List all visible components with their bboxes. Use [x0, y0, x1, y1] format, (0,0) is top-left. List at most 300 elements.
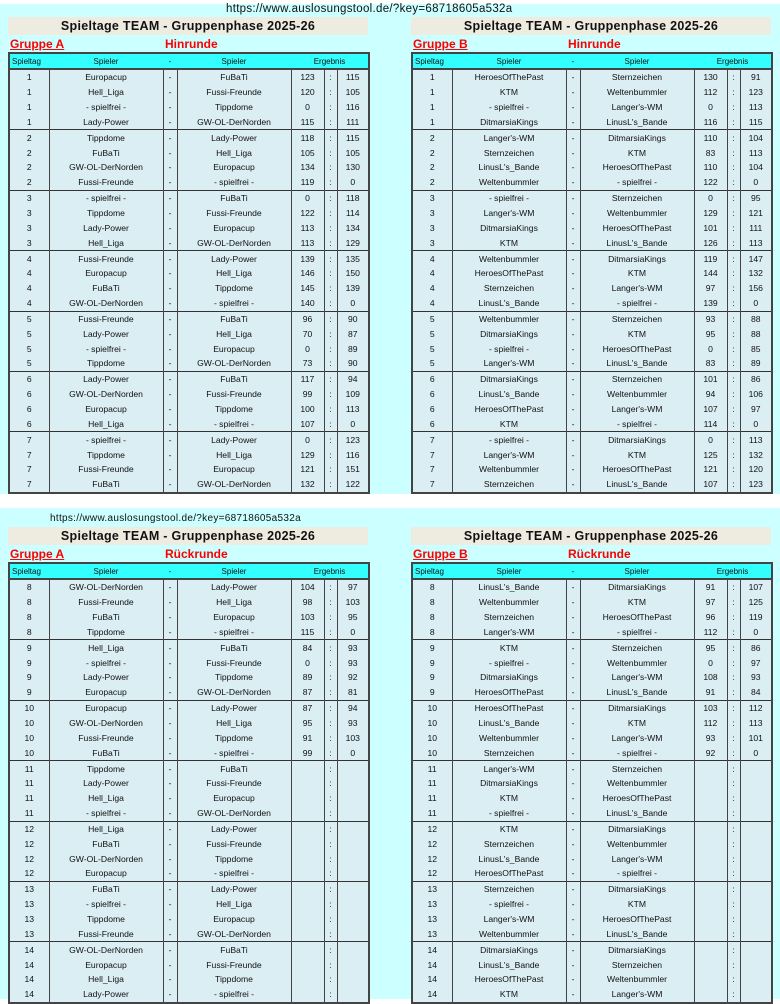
dash-cell: - [163, 595, 177, 610]
colon-cell: : [324, 881, 337, 896]
away-score-cell [740, 851, 772, 866]
away-score-cell: 103 [337, 730, 369, 745]
away-team-cell: GW-OL-DerNorden [177, 115, 291, 130]
home-score-cell: 115 [291, 115, 324, 130]
colon-cell: : [727, 745, 740, 760]
dash-cell: - [163, 160, 177, 175]
matchday-cell: 6 [412, 371, 452, 386]
matchday-cell: 13 [412, 897, 452, 912]
round-label: Hinrunde [165, 37, 218, 51]
colon-cell: : [324, 251, 337, 266]
away-team-cell: DitmarsiaKings [580, 432, 694, 447]
dash-cell: - [163, 685, 177, 700]
away-team-cell: HeroesOfThePast [580, 341, 694, 356]
home-team-cell: - spielfrei - [452, 100, 566, 115]
table-row [412, 836, 772, 851]
header-ergebnis: Ergebnis [694, 53, 772, 69]
away-team-cell: Langer's-WM [580, 281, 694, 296]
home-score-cell: 101 [694, 220, 727, 235]
dash-cell: - [566, 625, 580, 640]
home-team-cell: - spielfrei - [452, 897, 566, 912]
away-team-cell: Hell_Liga [177, 595, 291, 610]
colon-cell: : [324, 866, 337, 881]
away-team-cell: Weltenbummler [580, 972, 694, 987]
home-score-cell: 87 [291, 685, 324, 700]
header-spieler-1: Spieler [452, 563, 566, 579]
matchday-group [9, 251, 369, 311]
home-score-cell: 95 [694, 326, 727, 341]
table-row [9, 836, 369, 851]
matchday-group [9, 579, 369, 640]
home-score-cell [694, 972, 727, 987]
home-score-cell [291, 806, 324, 821]
home-score-cell: 100 [291, 402, 324, 417]
group-label: Gruppe A [10, 37, 65, 51]
matchday-cell: 1 [9, 69, 49, 85]
matchday-cell: 2 [9, 175, 49, 190]
table-row [412, 432, 772, 447]
matchday-cell: 5 [9, 326, 49, 341]
table-row [9, 730, 369, 745]
home-team-cell: HeroesOfThePast [452, 685, 566, 700]
home-team-cell: KTM [452, 85, 566, 100]
table-row [9, 912, 369, 927]
dash-cell: - [163, 296, 177, 311]
home-team-cell: FuBaTi [49, 281, 163, 296]
away-score-cell [337, 897, 369, 912]
away-team-cell: Lady-Power [177, 579, 291, 595]
colon-cell: : [727, 311, 740, 326]
table-row [9, 326, 369, 341]
table-row [9, 115, 369, 130]
colon-cell: : [324, 296, 337, 311]
table-row [412, 100, 772, 115]
dash-cell: - [566, 957, 580, 972]
table-row [9, 416, 369, 431]
table-row [412, 821, 772, 836]
dash-cell: - [163, 730, 177, 745]
table-row [9, 235, 369, 250]
dash-cell: - [566, 791, 580, 806]
dash-cell: - [566, 640, 580, 655]
table-row [412, 700, 772, 715]
colon-cell: : [324, 371, 337, 386]
matchday-cell: 14 [9, 987, 49, 1003]
home-team-cell: Hell_Liga [49, 640, 163, 655]
colon-cell: : [727, 416, 740, 431]
table-row [9, 987, 369, 1003]
colon-cell: : [324, 115, 337, 130]
home-team-cell: DitmarsiaKings [452, 115, 566, 130]
away-score-cell: 84 [740, 685, 772, 700]
dash-cell: - [566, 130, 580, 145]
away-team-cell: GW-OL-DerNorden [177, 356, 291, 371]
matchday-cell: 11 [9, 761, 49, 776]
away-score-cell: 115 [337, 130, 369, 145]
dash-cell: - [566, 836, 580, 851]
matchday-group [412, 371, 772, 431]
colon-cell: : [324, 447, 337, 462]
matchday-cell: 13 [412, 926, 452, 941]
away-team-cell: FuBaTi [177, 942, 291, 957]
home-team-cell: Lady-Power [49, 776, 163, 791]
colon-cell: : [324, 926, 337, 941]
dash-cell: - [566, 341, 580, 356]
away-score-cell [740, 897, 772, 912]
away-team-cell: Langer's-WM [580, 987, 694, 1003]
schedule-table [8, 562, 370, 1004]
header-spieler-1: Spieler [49, 53, 163, 69]
header-row [9, 53, 369, 69]
dash-cell: - [163, 115, 177, 130]
matchday-cell: 11 [9, 791, 49, 806]
colon-cell: : [727, 897, 740, 912]
away-team-cell: - spielfrei - [580, 745, 694, 760]
away-team-cell: KTM [580, 595, 694, 610]
matchday-cell: 10 [412, 716, 452, 731]
home-team-cell: Sternzeichen [452, 836, 566, 851]
away-score-cell: 89 [740, 356, 772, 371]
matchday-cell: 13 [9, 897, 49, 912]
panel-title: Spieltage TEAM - Gruppenphase 2025-26 [411, 527, 771, 545]
away-score-cell [337, 942, 369, 957]
dash-cell: - [566, 655, 580, 670]
away-team-cell: Sternzeichen [580, 957, 694, 972]
dash-cell: - [566, 972, 580, 987]
colon-cell: : [727, 700, 740, 715]
away-score-cell [740, 806, 772, 821]
dash-cell: - [566, 266, 580, 281]
dash-cell: - [163, 206, 177, 221]
home-team-cell: Hell_Liga [49, 821, 163, 836]
away-score-cell: 135 [337, 251, 369, 266]
home-score-cell: 113 [291, 220, 324, 235]
away-score-cell: 115 [337, 69, 369, 85]
table-row [412, 341, 772, 356]
away-team-cell: LinusL's_Bande [580, 115, 694, 130]
away-score-cell: 113 [740, 432, 772, 447]
away-team-cell: HeroesOfThePast [580, 160, 694, 175]
home-team-cell: Langer's-WM [452, 761, 566, 776]
dash-cell: - [163, 881, 177, 896]
matchday-cell: 8 [9, 579, 49, 595]
away-team-cell: - spielfrei - [177, 625, 291, 640]
matchday-group [9, 700, 369, 760]
matchday-cell: 7 [412, 462, 452, 477]
table-row [412, 85, 772, 100]
home-score-cell: 83 [694, 356, 727, 371]
away-score-cell: 93 [337, 655, 369, 670]
away-score-cell [740, 776, 772, 791]
colon-cell: : [324, 579, 337, 595]
colon-cell: : [324, 416, 337, 431]
colon-cell: : [324, 912, 337, 927]
away-score-cell: 123 [337, 432, 369, 447]
home-score-cell: 115 [291, 625, 324, 640]
home-score-cell [694, 776, 727, 791]
home-team-cell: Weltenbummler [452, 926, 566, 941]
home-score-cell [291, 926, 324, 941]
away-team-cell: FuBaTi [177, 761, 291, 776]
dash-cell: - [566, 251, 580, 266]
header-spieltag: Spieltag [9, 53, 49, 69]
home-team-cell: Lady-Power [49, 670, 163, 685]
away-score-cell: 132 [740, 266, 772, 281]
colon-cell: : [727, 972, 740, 987]
dash-cell: - [163, 655, 177, 670]
table-row [412, 160, 772, 175]
away-score-cell: 132 [740, 447, 772, 462]
away-score-cell: 113 [740, 100, 772, 115]
dash-cell: - [163, 341, 177, 356]
table-row [9, 69, 369, 85]
dash-cell: - [566, 387, 580, 402]
home-team-cell: Tippdome [49, 356, 163, 371]
dash-cell: - [566, 356, 580, 371]
home-score-cell: 0 [291, 100, 324, 115]
away-score-cell: 93 [740, 670, 772, 685]
home-score-cell: 96 [694, 610, 727, 625]
colon-cell: : [727, 655, 740, 670]
colon-cell: : [727, 776, 740, 791]
matchday-cell: 5 [412, 341, 452, 356]
home-team-cell: FuBaTi [49, 881, 163, 896]
dash-cell: - [163, 416, 177, 431]
away-team-cell: DitmarsiaKings [580, 942, 694, 957]
colon-cell: : [324, 730, 337, 745]
home-team-cell: Weltenbummler [452, 462, 566, 477]
dash-cell: - [163, 235, 177, 250]
home-score-cell: 95 [291, 716, 324, 731]
table-row [9, 402, 369, 417]
matchday-cell: 10 [412, 745, 452, 760]
away-score-cell: 0 [337, 416, 369, 431]
away-team-cell: Fussi-Freunde [177, 387, 291, 402]
dash-cell: - [163, 700, 177, 715]
dash-cell: - [163, 266, 177, 281]
away-team-cell: LinusL's_Bande [580, 926, 694, 941]
home-score-cell: 97 [694, 281, 727, 296]
home-team-cell: LinusL's_Bande [452, 160, 566, 175]
dash-cell: - [163, 356, 177, 371]
away-team-cell: GW-OL-DerNorden [177, 477, 291, 493]
table-row [412, 625, 772, 640]
away-team-cell: LinusL's_Bande [580, 356, 694, 371]
home-team-cell: Sternzeichen [452, 281, 566, 296]
home-score-cell: 87 [291, 700, 324, 715]
away-team-cell: Tippdome [177, 402, 291, 417]
away-score-cell [337, 912, 369, 927]
away-team-cell: LinusL's_Bande [580, 235, 694, 250]
table-row [412, 130, 772, 145]
away-score-cell: 107 [740, 579, 772, 595]
home-score-cell: 0 [291, 190, 324, 205]
table-row [9, 610, 369, 625]
home-score-cell: 119 [291, 175, 324, 190]
home-score-cell: 70 [291, 326, 324, 341]
matchday-cell: 1 [9, 100, 49, 115]
away-team-cell: - spielfrei - [580, 625, 694, 640]
home-team-cell: DitmarsiaKings [452, 670, 566, 685]
matchday-cell: 9 [412, 655, 452, 670]
dash-cell: - [566, 175, 580, 190]
home-team-cell: Lady-Power [49, 371, 163, 386]
dash-cell: - [566, 326, 580, 341]
home-score-cell: 103 [291, 610, 324, 625]
home-team-cell: Tippdome [49, 206, 163, 221]
home-team-cell: DitmarsiaKings [452, 942, 566, 957]
colon-cell: : [727, 836, 740, 851]
away-team-cell: - spielfrei - [177, 987, 291, 1003]
table-row [9, 296, 369, 311]
panel-group-b-hinrunde [411, 17, 771, 494]
matchday-cell: 5 [412, 311, 452, 326]
dash-cell: - [566, 100, 580, 115]
away-team-cell: Fussi-Freunde [177, 957, 291, 972]
matchday-cell: 6 [412, 416, 452, 431]
away-score-cell: 97 [337, 579, 369, 595]
away-score-cell: 103 [337, 595, 369, 610]
away-team-cell: Tippdome [177, 851, 291, 866]
home-score-cell [694, 866, 727, 881]
away-team-cell: Hell_Liga [177, 145, 291, 160]
matchday-cell: 3 [9, 220, 49, 235]
away-score-cell: 91 [740, 69, 772, 85]
matchday-cell: 4 [9, 296, 49, 311]
home-team-cell: Fussi-Freunde [49, 926, 163, 941]
away-score-cell: 104 [740, 160, 772, 175]
home-team-cell: Hell_Liga [49, 85, 163, 100]
table-row [9, 100, 369, 115]
away-score-cell: 0 [337, 175, 369, 190]
colon-cell: : [727, 912, 740, 927]
away-score-cell [337, 761, 369, 776]
matchday-cell: 7 [9, 462, 49, 477]
colon-cell: : [324, 897, 337, 912]
home-team-cell: HeroesOfThePast [452, 866, 566, 881]
dash-cell: - [163, 477, 177, 493]
away-team-cell: Fussi-Freunde [177, 836, 291, 851]
home-score-cell [694, 851, 727, 866]
home-team-cell: LinusL's_Bande [452, 579, 566, 595]
dash-cell: - [566, 85, 580, 100]
home-score-cell: 0 [291, 432, 324, 447]
colon-cell: : [727, 610, 740, 625]
home-score-cell: 129 [694, 206, 727, 221]
home-team-cell: Europacup [49, 700, 163, 715]
away-score-cell: 0 [740, 175, 772, 190]
matchday-cell: 13 [412, 881, 452, 896]
matchday-cell: 14 [412, 987, 452, 1003]
matchday-group [412, 251, 772, 311]
home-team-cell: GW-OL-DerNorden [49, 942, 163, 957]
home-team-cell: HeroesOfThePast [452, 69, 566, 85]
matchday-cell: 8 [412, 579, 452, 595]
dash-cell: - [163, 957, 177, 972]
table-row [412, 972, 772, 987]
round-label: Hinrunde [568, 37, 621, 51]
away-score-cell: 125 [740, 595, 772, 610]
colon-cell: : [727, 821, 740, 836]
dash-cell: - [163, 251, 177, 266]
home-team-cell: Europacup [49, 266, 163, 281]
matchday-cell: 9 [412, 685, 452, 700]
matchday-cell: 5 [412, 326, 452, 341]
away-team-cell: Tippdome [177, 670, 291, 685]
matchday-cell: 4 [412, 251, 452, 266]
panel-title: Spieltage TEAM - Gruppenphase 2025-26 [8, 527, 368, 545]
home-score-cell: 94 [694, 387, 727, 402]
away-score-cell: 88 [740, 326, 772, 341]
home-score-cell: 123 [291, 69, 324, 85]
colon-cell: : [727, 85, 740, 100]
dash-cell: - [566, 416, 580, 431]
home-score-cell [694, 987, 727, 1003]
away-team-cell: KTM [580, 145, 694, 160]
table-row [412, 610, 772, 625]
home-team-cell: - spielfrei - [49, 100, 163, 115]
dash-cell: - [163, 942, 177, 957]
away-score-cell: 105 [337, 145, 369, 160]
home-score-cell [291, 972, 324, 987]
home-team-cell: FuBaTi [49, 836, 163, 851]
away-team-cell: DitmarsiaKings [580, 251, 694, 266]
dash-cell: - [163, 806, 177, 821]
home-score-cell: 132 [291, 477, 324, 493]
away-team-cell: Lady-Power [177, 700, 291, 715]
home-score-cell [694, 881, 727, 896]
matchday-cell: 9 [9, 640, 49, 655]
home-score-cell: 92 [694, 745, 727, 760]
dash-cell: - [566, 281, 580, 296]
away-team-cell: - spielfrei - [177, 296, 291, 311]
away-score-cell: 0 [740, 625, 772, 640]
home-score-cell: 84 [291, 640, 324, 655]
home-team-cell: Sternzeichen [452, 145, 566, 160]
away-team-cell: Hell_Liga [177, 716, 291, 731]
home-score-cell [291, 897, 324, 912]
colon-cell: : [324, 610, 337, 625]
colon-cell: : [727, 130, 740, 145]
header-dash: - [566, 563, 580, 579]
away-team-cell: - spielfrei - [580, 866, 694, 881]
table-row [412, 447, 772, 462]
colon-cell: : [324, 670, 337, 685]
header-ergebnis: Ergebnis [694, 563, 772, 579]
away-score-cell: 0 [740, 296, 772, 311]
away-score-cell [740, 761, 772, 776]
away-team-cell: Langer's-WM [580, 730, 694, 745]
matchday-group [412, 130, 772, 190]
away-score-cell: 111 [740, 220, 772, 235]
colon-cell: : [324, 175, 337, 190]
matchday-cell: 11 [412, 806, 452, 821]
matchday-cell: 4 [9, 266, 49, 281]
away-score-cell: 89 [337, 341, 369, 356]
matchday-group [412, 69, 772, 130]
table-row [9, 670, 369, 685]
table-row [9, 972, 369, 987]
away-team-cell: KTM [580, 326, 694, 341]
round-label: Rückrunde [568, 547, 631, 561]
home-score-cell: 0 [694, 190, 727, 205]
colon-cell: : [727, 761, 740, 776]
matchday-group [412, 881, 772, 941]
away-score-cell: 112 [740, 700, 772, 715]
matchday-cell: 3 [9, 235, 49, 250]
away-team-cell: - spielfrei - [580, 175, 694, 190]
colon-cell: : [324, 235, 337, 250]
